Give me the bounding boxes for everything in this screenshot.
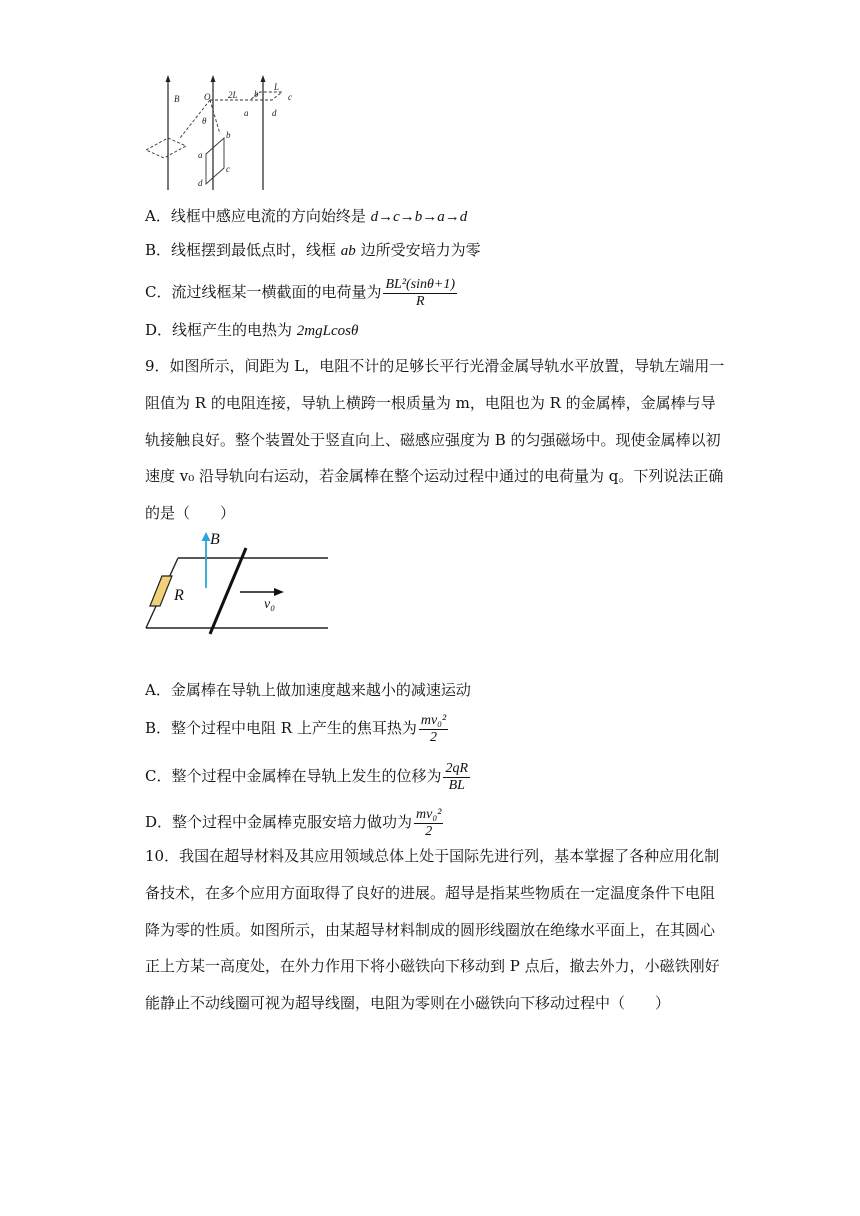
q8-option-b-suffix: 边所受安培力为零 [355, 241, 481, 259]
q9-option-d [145, 804, 443, 840]
q8-option-a-formula: d→c→b→a→d [370, 209, 468, 225]
label-a-top: a [244, 108, 249, 118]
label-R: R [174, 587, 184, 604]
label-v0: v₀ [264, 597, 276, 612]
q9-option-a: A．金属棒在导轨上做加速度越来越小的减速运动 [145, 681, 471, 699]
q9-option-d-text: D．整个过程中金属棒克服安培力做功为 [145, 813, 413, 831]
q8-option-b [145, 240, 481, 261]
q8-option-d-text: D．线框产生的电热为 [145, 321, 297, 339]
q9-option-c-text: C．整个过程中金属棒在导轨上发生的位移为 [145, 767, 442, 785]
q9-option-b-fraction: $\frac{\text{mv₀²}}{2}$ [420, 712, 447, 745]
label-theta: θ [202, 116, 207, 126]
label-c-top: c [288, 92, 292, 102]
label-B: B [174, 94, 180, 104]
label-b-top: b [254, 89, 259, 99]
label-b-frame: b [226, 130, 231, 140]
q9-option-d-fraction: $\frac{\text{mv₀²}}{2}$ [416, 806, 442, 839]
q9-stem: 9．如图所示，间距为 L，电阻不计的足够长平行光滑金属导轨水平放置，导轨左端用一阻值为 R 的电阻连接，导轨上横跨一根质量为 m，电阻也为 R 的金属棒，金属棒与导轨接触良好。整个装置处于竖直向上、磁感应强度为 B 的匀强磁场中。现使金属棒以初速度 v₀ 沿导轨向右运动，若金属棒在整个运动过程中通过的电荷量为 q。下列说法正确的是（ ） [145, 357, 725, 523]
q8-figure [140, 72, 300, 192]
label-a-frame: a [198, 150, 203, 160]
label-L-top: L [274, 82, 280, 92]
label-d-top: d [272, 108, 277, 118]
q9-option-b-text: B．整个过程中电阻 R 上产生的焦耳热为 [145, 719, 417, 737]
label-c-frame: c [226, 164, 230, 174]
q9-figure [140, 528, 340, 640]
label-d-frame: d [198, 178, 203, 188]
q10-stem: 10．我国在超导材料及其应用领域总体上处于国际先进行列，基本掌握了各种应用化制备技术，在多个应用方面取得了良好的进展。超导是指某些物质在一定温度条件下电阻降为零的性质。如图所示，由某超导材料制成的圆形线圈放在绝缘水平面上，在其圆心正上方某一高度处，在外力作用下将小磁铁向下移动到 P 点后，撤去外力，小磁铁刚好能静止不动线圈可视为超导线圈，电阻为零则在小磁铁向下移动过程中（ ） [145, 847, 720, 1013]
q8-option-c-fraction: $\frac{\text{BL²(sinθ+1)}}{R}$ [385, 276, 456, 309]
label-O: O [204, 92, 211, 102]
dashed-frame-left [146, 138, 186, 158]
q8-option-d [145, 320, 358, 341]
q9-option-c-fraction: $\frac{2qR}{BL}$ [445, 760, 469, 793]
label-B: B [210, 531, 220, 548]
label-2L: 2L [228, 90, 238, 100]
q8-option-c [145, 274, 457, 310]
solid-frame [206, 138, 224, 184]
q8-option-b-var: ab [340, 243, 356, 259]
q8-option-b-text: B．线框摆到最低点时，线框 [145, 241, 341, 259]
q8-option-a-text: A．线框中感应电流的方向始终是 [145, 207, 371, 225]
resistor [150, 576, 172, 606]
q8-option-d-formula: 2mgLcosθ [296, 323, 359, 339]
metal-rod [210, 548, 246, 634]
q8-option-a [145, 206, 467, 227]
q9-option-c [145, 758, 470, 794]
q9-option-b [145, 710, 448, 746]
q8-option-c-text: C．流过线框某一横截面的电荷量为 [145, 283, 382, 301]
